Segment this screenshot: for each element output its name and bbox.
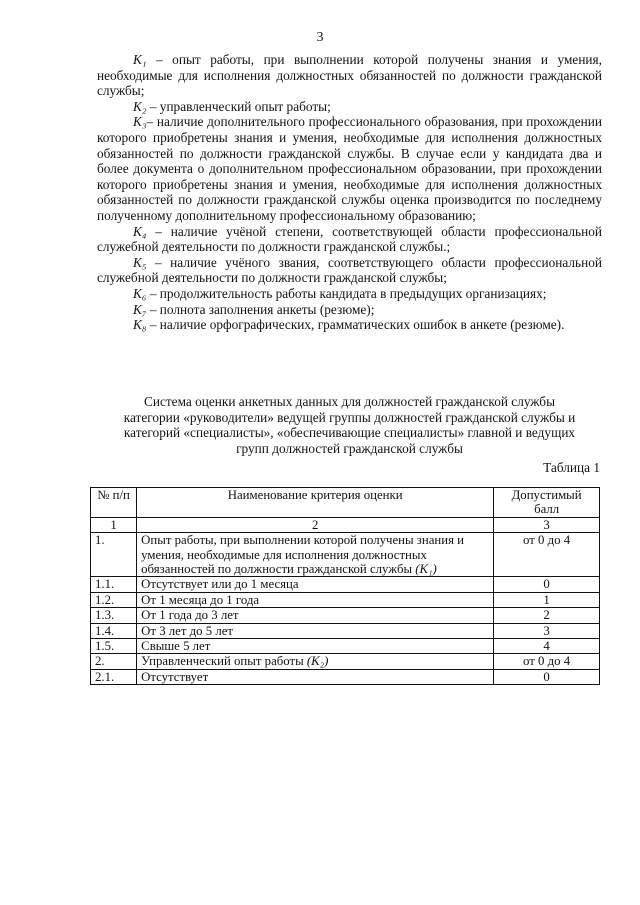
index-cell: 1	[91, 517, 137, 532]
criteria-definitions	[97, 52, 602, 333]
definition-k6	[97, 286, 602, 302]
criterion-text: Опыт работы, при выполнении которой получены знания и умения, необходимые для исполнения должностных обязанностей по должности гражданской службы	[141, 533, 465, 577]
k5-symbol: K₅	[133, 254, 147, 270]
row-score: 0	[494, 577, 600, 592]
row-criterion	[137, 654, 494, 669]
row-score: 0	[494, 669, 600, 684]
row-criterion: От 1 года до 3 лет	[137, 608, 494, 623]
definition-k5	[97, 255, 602, 286]
table-row	[91, 639, 600, 654]
row-score: 2	[494, 608, 600, 623]
table-row	[91, 623, 600, 638]
row-criterion: От 1 месяца до 1 года	[137, 592, 494, 607]
k6-symbol: K₆	[133, 285, 147, 301]
definition-k2	[97, 99, 602, 115]
row-criterion: Отсутствует	[137, 669, 494, 684]
row-score: 4	[494, 639, 600, 654]
header-score: Допустимый балл	[494, 488, 600, 518]
row-number: 1.	[91, 533, 137, 577]
table-caption	[97, 394, 602, 456]
row-criterion: Отсутствует или до 1 месяца	[137, 577, 494, 592]
table-row	[91, 654, 600, 669]
k7-text: – полнота заполнения анкеты (резюме);	[146, 301, 375, 317]
table-row	[91, 533, 600, 577]
header-criterion: Наименование критерия оценки	[137, 488, 494, 518]
row-criterion: От 3 лет до 5 лет	[137, 623, 494, 638]
table-row	[91, 577, 600, 592]
criterion-text: Управленческий опыт работы	[141, 654, 307, 669]
row-score: от 0 до 4	[494, 533, 600, 577]
row-score: 3	[494, 623, 600, 638]
caption-line: категории «руководители» ведущей группы должностей гражданской службы и	[123, 409, 576, 425]
table-header-row	[91, 488, 600, 518]
row-number: 2.	[91, 654, 137, 669]
caption-line: групп должностей гражданской службы	[236, 440, 463, 456]
criterion-k: (K₂)	[306, 654, 329, 669]
row-number: 2.1.	[91, 669, 137, 684]
row-score: 1	[494, 592, 600, 607]
k8-text: – наличие орфографических, грамматических ошибок в анкете (резюме).	[146, 317, 565, 333]
k7-symbol: K₇	[133, 301, 147, 317]
table-row	[91, 592, 600, 607]
k1-symbol: K₁	[133, 52, 147, 67]
page-number: 3	[316, 30, 324, 45]
row-number: 1.3.	[91, 608, 137, 623]
k8-symbol: K₈	[133, 317, 147, 333]
definition-k3	[97, 114, 602, 223]
row-score: от 0 до 4	[494, 654, 600, 669]
row-number: 1.1.	[91, 577, 137, 592]
criteria-table	[90, 487, 600, 685]
table-index-row	[91, 517, 600, 532]
caption-line: категорий «специалисты», «обеспечивающие специалисты» главной и ведущих	[123, 425, 576, 441]
k6-text: – продолжительность работы кандидата в предыдущих организациях;	[146, 285, 547, 301]
definition-k1	[97, 52, 602, 99]
definition-k4	[97, 224, 602, 255]
table-label: Таблица 1	[543, 460, 600, 475]
k3-text: – наличие дополнительного профессионального образования, при прохождении которого приобретены знания и умения, необходимые для исполнения должностных обязанностей по должности гражданской службы. В случае если у кандидата два и более документа о дополнительном профессиональном образовании, при прохождении которого приобретены знания и умения, необходимые для исполнения должностных обязанностей по должности гражданской службы оценка производится по последнему полученному дополнительному профессиональному образованию;	[97, 114, 602, 223]
index-cell: 2	[137, 517, 494, 532]
k1-text: – опыт работы, при выполнении которой получены знания и умения, необходимые для исполнения должностных обязанностей по должности гражданской службы;	[97, 52, 602, 99]
k3-symbol: K₃	[133, 114, 147, 130]
k2-text: – управленческий опыт работы;	[146, 98, 331, 114]
table-row	[91, 608, 600, 623]
index-cell: 3	[494, 517, 600, 532]
row-number: 1.5.	[91, 639, 137, 654]
caption-line: Система оценки анкетных данных для должностей гражданской службы	[143, 394, 556, 409]
row-number: 1.2.	[91, 592, 137, 607]
criterion-k: (K₁)	[415, 562, 437, 577]
row-number: 1.4.	[91, 623, 137, 638]
k4-symbol: K₄	[133, 223, 147, 239]
k4-text: – наличие учёной степени, соответствующей области профессиональной служебной деятельности по должности гражданской службы.;	[97, 223, 602, 255]
k2-symbol: K₂	[133, 98, 147, 114]
row-criterion: Свыше 5 лет	[137, 639, 494, 654]
row-criterion	[137, 533, 494, 577]
k5-text: – наличие учёного звания, соответствующего области профессиональной служебной деятельности по должности гражданской службы;	[97, 254, 602, 286]
table-row	[91, 669, 600, 684]
definition-k8	[97, 317, 602, 333]
definition-k7	[97, 302, 602, 318]
header-number: № п/п	[91, 488, 137, 518]
